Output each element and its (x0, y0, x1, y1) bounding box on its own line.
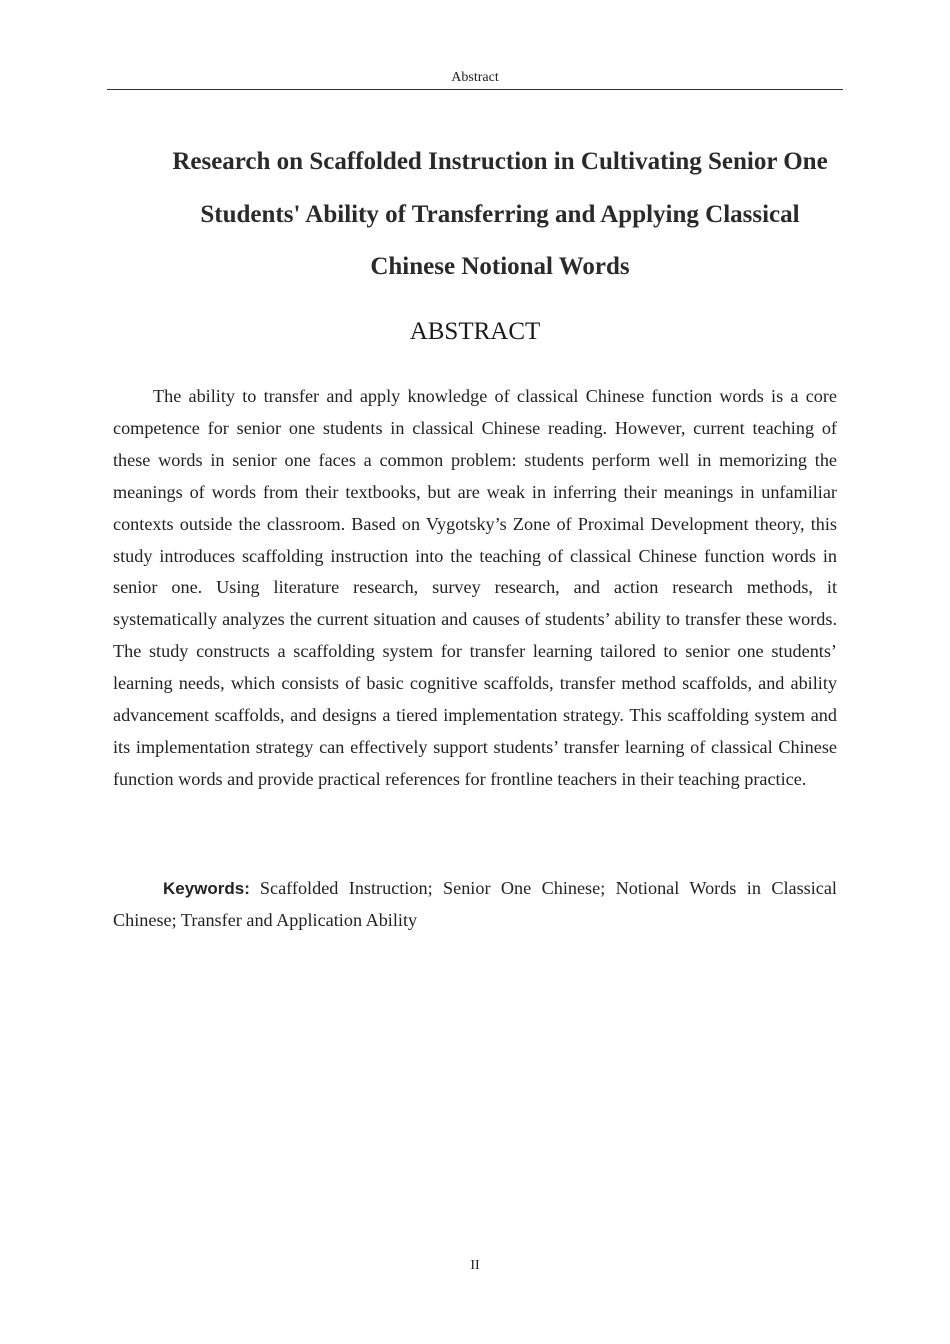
keywords-text: Scaffolded Instruction; Senior One Chinese; Notional Words in Classical Chinese; Transfer and Application Ability (113, 878, 837, 930)
abstract-body: The ability to transfer and apply knowledge of classical Chinese function words is a core competence for senior one students in classical Chinese reading. However, current teaching of these words in senior one faces a common problem: students perform well in memorizing the meanings of words from their textbooks, but are weak in inferring their meanings in unfamiliar contexts outside the classroom. Based on Vygotsky’s Zone of Proximal Development theory, this study introduces scaffolding instruction into the teaching of classical Chinese function words in senior one. Using literature research, survey research, and action research methods, it systematically analyzes the current situation and causes of students’ ability to transfer these words. The study constructs a scaffolding system for transfer learning tailored to senior one students’ learning needs, which consists of basic cognitive scaffolds, transfer method scaffolds, and ability advancement scaffolds, and designs a tiered implementation strategy. This scaffolding system and its implementation strategy can effectively support students’ transfer learning of classical Chinese function words and provide practical references for frontline teachers in their teaching practice. (113, 386, 837, 789)
keywords-label: Keywords: (163, 879, 250, 898)
thesis-title-line-1: Research on Scaffolded Instruction in Cultivating Senior One (172, 148, 828, 175)
thesis-title (150, 136, 850, 294)
header-divider (107, 89, 843, 90)
page-number: II (470, 1258, 480, 1273)
abstract-heading: ABSTRACT (409, 318, 541, 345)
keywords-paragraph (113, 873, 837, 937)
thesis-title-line-3: Chinese Notional Words (370, 253, 630, 280)
thesis-title-line-2: Students' Ability of Transferring and Applying Classical (200, 200, 800, 228)
running-header: Abstract (451, 70, 499, 85)
